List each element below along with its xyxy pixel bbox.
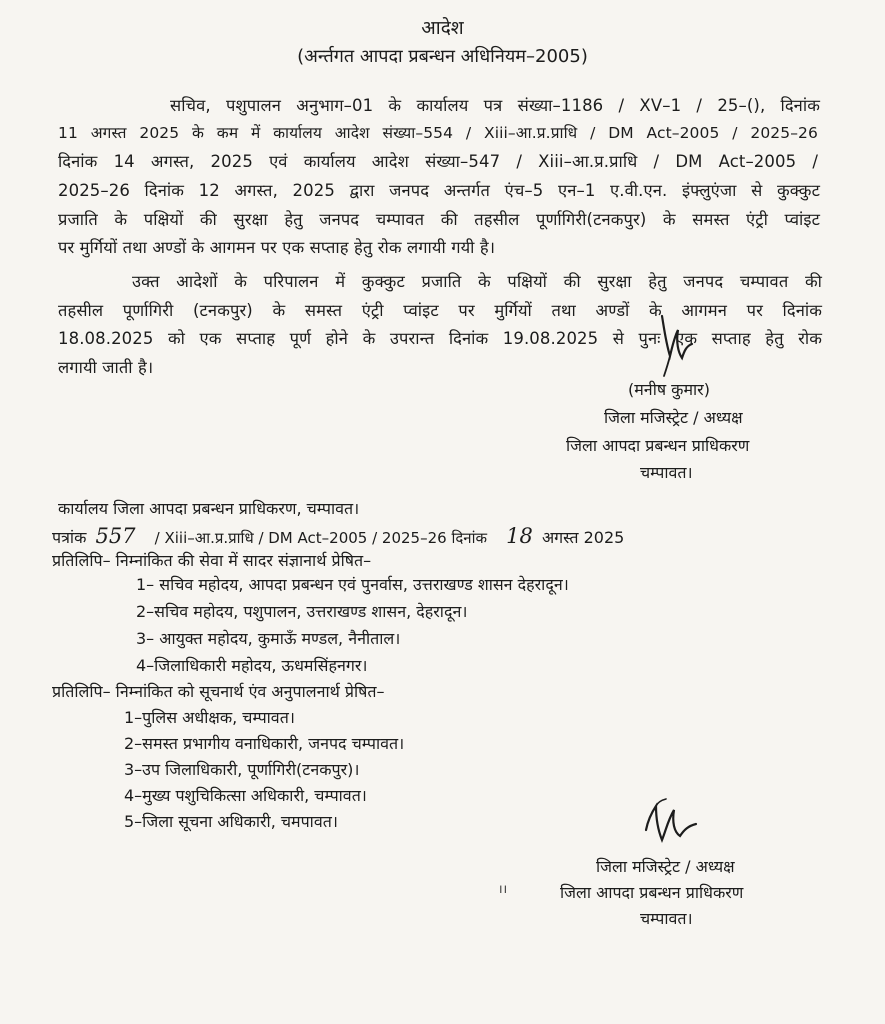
copy-list-item: 2–सचिव महोदय, पशुपालन, उत्तराखण्ड शासन, देहरादून। (136, 602, 468, 621)
letter-reference (52, 524, 624, 548)
letter-prefix: पत्रांक (52, 528, 87, 547)
copy-list-item: 4–मुख्य पशुचिकित्सा अधिकारी, चम्पावत। (124, 786, 367, 805)
copy-heading-2: प्रतिलिपि– निम्नांकित को सूचनार्थ एंव अनुपालनार्थ प्रेषित– (52, 682, 385, 701)
signatory2-place: चम्पावत। (640, 909, 693, 928)
para2-line: उक्त आदेशों के परिपालन में कुक्कुट प्रजाति के पक्षियों की सुरक्षा हेतु जनपद चम्पावत की (132, 272, 822, 291)
para2-line: लगायी जाती है। (58, 358, 154, 377)
signatory-name: (मनीष कुमार) (628, 380, 710, 399)
para1-line: सचिव, पशुपालन अनुभाग–01 के कार्यालय पत्र संख्या–1186 / XV–1 / 25–(), दिनांक (170, 96, 820, 115)
order-subtitle: (अर्न्तगत आपदा प्रबन्धन अधिनियम–2005) (297, 46, 588, 67)
handwritten-signature-2 (628, 790, 718, 860)
copy-list-item: 5–जिला सूचना अधिकारी, चमपावत। (124, 812, 338, 831)
margin-mark: ।। (498, 882, 508, 896)
copy-list-item: 3– आयुक्त महोदय, कुमाऊँ मण्डल, नैनीताल। (136, 629, 401, 648)
letter-ref: / Xiii–आ.प्र.प्राधि / DM Act–2005 / 2025–26 दिनांक (154, 529, 488, 547)
copy-list-item: 2–समस्त प्रभागीय वनाधिकारी, जनपद चम्पावत। (124, 734, 405, 753)
para1-line: पर मुर्गियों तथा अण्डों के आगमन पर एक सप्ताह हेतु रोक लगायी गयी है। (58, 238, 496, 257)
copy-list-item: 3–उप जिलाधिकारी, पूर्णागिरी(टनकपुर)। (124, 760, 360, 779)
date-day: 18 (506, 524, 533, 548)
copy-list-item: 1–पुलिस अधीक्षक, चम्पावत। (124, 708, 295, 727)
para1-line: 11 अगस्त 2025 के कम में कार्यालय आदेश संख्या–554 / Xiii–आ.प्र.प्राधि / DM Act–2005 / 2025–26 (58, 124, 818, 142)
signatory-authority: जिला आपदा प्रबन्धन प्राधिकरण (566, 436, 750, 455)
signatory2-authority: जिला आपदा प्रबन्धन प्राधिकरण (560, 883, 744, 902)
signatory-designation: जिला मजिस्ट्रेट / अध्यक्ष (604, 408, 743, 427)
date-rest: अगस्त 2025 (541, 528, 625, 547)
copy-heading-1: प्रतिलिपि– निम्नांकित की सेवा में सादर संज्ञानार्थ प्रेषित– (52, 551, 372, 570)
para1-line: प्रजाति के पक्षियों की सुरक्षा हेतु जनपद चम्पावत की तहसील पूर्णागिरी(टनकपुर) के समस्त एंट्री प्वांइट (58, 210, 820, 229)
copy-list-item: 4–जिलाधिकारी महोदय, ऊधमसिंहनगर। (136, 656, 368, 675)
para1-line: 2025–26 दिनांक 12 अगस्त, 2025 द्वारा जनपद अन्तर्गत एंच–5 एन–1 ए.वी.एन. इंफ्लुएंजा से कुक्कुट (58, 181, 820, 200)
para2-line: तहसील पूर्णागिरी (टनकपुर) के समस्त एंट्री प्वांइट पर मुर्गियों तथा अण्डों के आगमन पर दिनांक (58, 301, 822, 320)
para1-line: दिनांक 14 अगस्त, 2025 एवं कार्यालय आदेश संख्या–547 / Xiii–आ.प्र.प्राधि / DM Act–2005 / (58, 152, 818, 171)
para2-line: 18.08.2025 को एक सप्ताह पूर्ण होने के उपरान्त दिनांक 19.08.2025 से पुनः एक सप्ताह हेतु रोक (58, 329, 822, 348)
letter-number: 557 (95, 524, 136, 548)
signatory2-designation: जिला मजिस्ट्रेट / अध्यक्ष (596, 857, 735, 876)
order-title: आदेश (421, 17, 464, 39)
handwritten-signature-1 (640, 308, 720, 383)
signatory-place: चम्पावत। (640, 463, 693, 482)
copy-list-item: 1– सचिव महोदय, आपदा प्रबन्धन एवं पुनर्वास, उत्तराखण्ड शासन देहरादून। (136, 575, 569, 594)
office-line: कार्यालय जिला आपदा प्रबन्धन प्राधिकरण, चम्पावत। (58, 499, 360, 518)
